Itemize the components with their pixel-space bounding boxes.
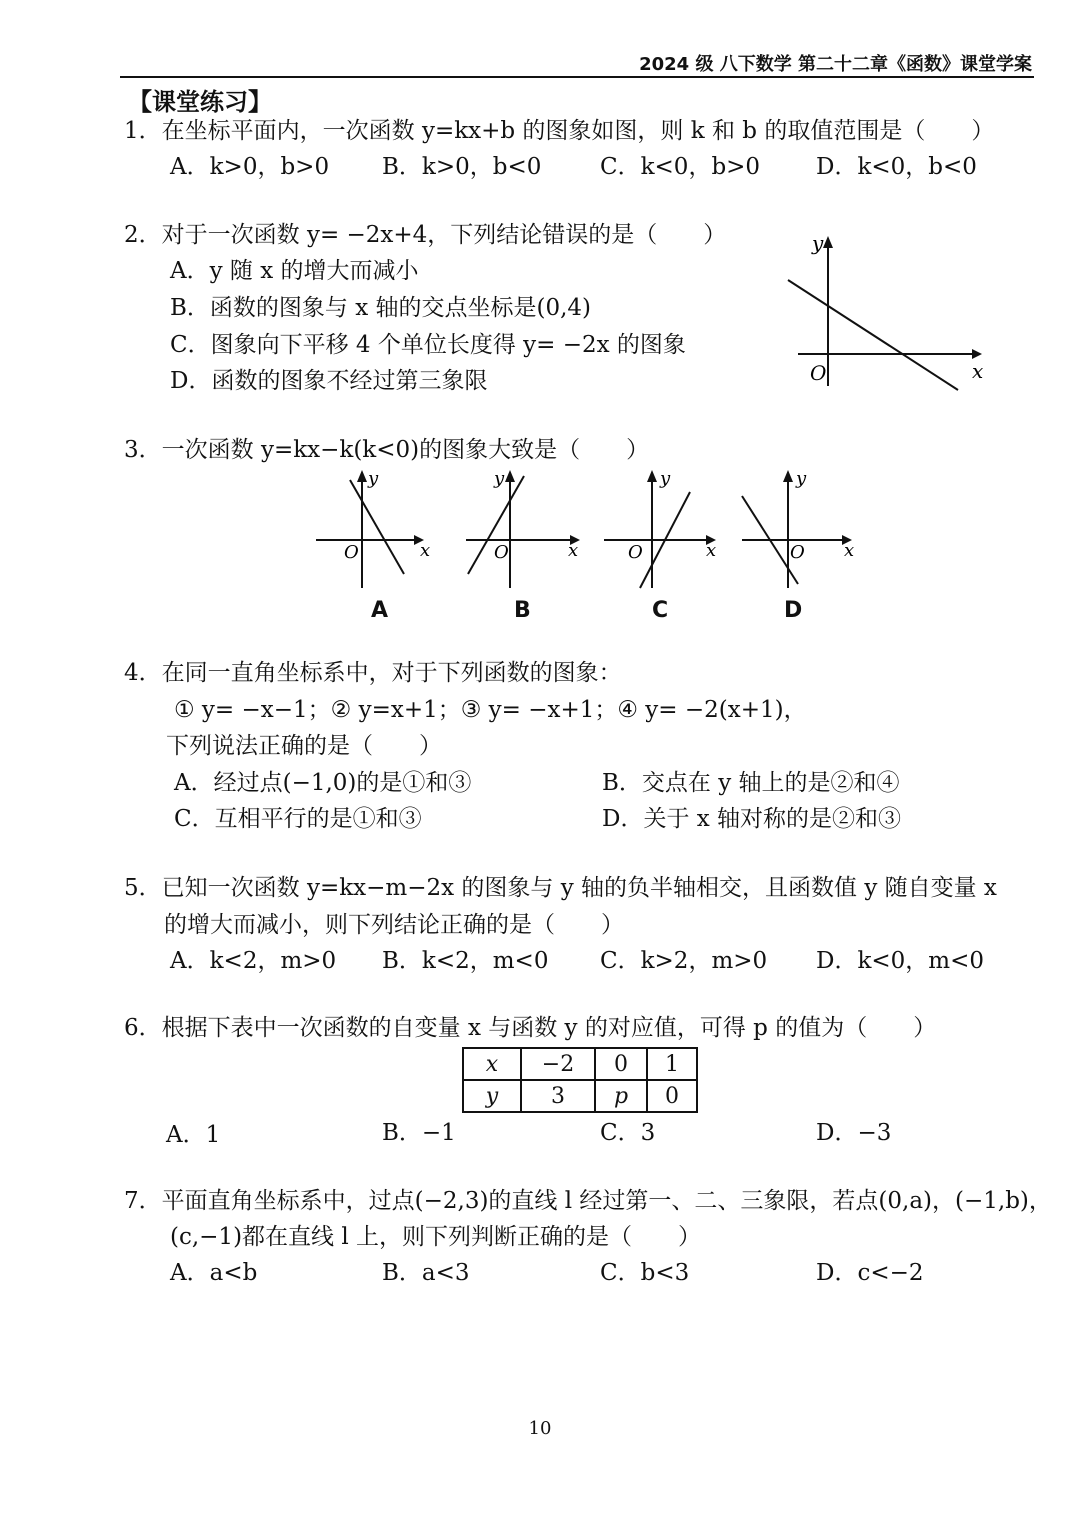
svg-text:y: y [796,468,807,489]
q3-figure-label-a: A [371,598,389,623]
svg-text:O: O [628,542,643,563]
q1-x-arrow [972,349,982,359]
q1-x-label: x [972,359,984,383]
q5-option-d: D．k<0，m<0 [816,948,984,974]
svg-text:y: y [660,468,671,489]
q4-option-a: A．经过点(−1,0)的是①和③ [174,770,472,796]
table-cell: p [595,1080,647,1112]
table-cell: −2 [521,1048,595,1080]
q2-option-a: A．y 随 x 的增大而减小 [170,258,419,284]
q7-stem-line2: (c,−1)都在直线 l 上，则下列判断正确的是（ ） [170,1224,702,1250]
q4-option-b: B．交点在 y 轴上的是②和④ [602,770,900,796]
q3-graphs [310,466,870,606]
svg-text:O: O [494,542,509,563]
q3-graph-a [316,468,430,588]
q3-figure-label-b: B [514,598,531,623]
q6-stem: 6．根据下表中一次函数的自变量 x 与函数 y 的对应值，可得 p 的值为（ ） [124,1015,937,1041]
q4-option-c: C．互相平行的是①和③ [174,806,422,832]
page-number: 10 [528,1418,552,1439]
q1-line-graph [780,228,1000,398]
table-cell: x [463,1048,521,1080]
section-title: 【课堂练习】 [128,88,272,116]
q3-graph-d [742,468,854,588]
q6-option-c: C．3 [600,1120,656,1146]
q3-graph-b [466,468,580,588]
q5-option-a: A．k<2，m>0 [170,948,337,974]
q6-option-d: D．−3 [816,1120,892,1146]
q7-option-d: D．c<−2 [816,1260,924,1286]
q2-stem: 2．对于一次函数 y= −2x+4，下列结论错误的是（ ） [124,222,727,248]
q7-option-c: C．b<3 [600,1260,690,1286]
table-row [463,1048,697,1080]
q5-stem-line2: 的增大而减小，则下列结论正确的是（ ） [164,912,624,938]
q1-option-c: C．k<0，b>0 [600,154,761,180]
q4-prompt: 下列说法正确的是（ ） [166,733,442,759]
q1-stem: 1．在坐标平面内，一次函数 y=kx+b 的图象如图，则 k 和 b 的取值范围是（ ） [124,118,995,144]
q7-option-a: A．a<b [170,1260,258,1286]
q3-figure-label-c: C [652,598,669,623]
page-header: 2024 级 八下数学 第二十二章《函数》课堂学案 [639,54,1032,75]
q3-graph-c [604,468,716,588]
table-row [463,1080,697,1112]
q4-stem: 4．在同一直角坐标系中，对于下列函数的图象： [124,660,622,686]
q2-option-c: C．图象向下平移 4 个单位长度得 y= −2x 的图象 [170,332,686,358]
svg-text:y: y [368,468,379,489]
q3-figure-label-d: D [784,598,803,623]
table-cell: 0 [595,1048,647,1080]
q7-stem-line1: 7．平面直角坐标系中，过点(−2,3)的直线 l 经过第一、二、三象限，若点(0,a)，(−1,b)， [124,1188,1052,1214]
table-cell: 0 [647,1080,697,1112]
svg-text:x: x [568,540,579,561]
q3-stem: 3．一次函数 y=kx−k(k<0)的图象大致是（ ） [124,437,650,463]
svg-text:x: x [420,540,431,561]
q4-functions: ① y= −x−1；② y=x+1；③ y= −x+1；④ y= −2(x+1)， [174,697,807,723]
q1-y-arrow [823,236,833,248]
svg-text:y: y [494,468,505,489]
svg-text:x: x [706,540,717,561]
q7-option-b: B．a<3 [382,1260,470,1286]
q6-option-b: B．−1 [382,1120,456,1146]
q1-origin-label: O [810,361,827,385]
q5-option-b: B．k<2，m<0 [382,948,549,974]
svg-text:O: O [344,542,359,563]
q1-option-b: B．k>0，b<0 [382,154,542,180]
q2-option-b: B．函数的图象与 x 轴的交点坐标是(0,4) [170,295,592,321]
q6-option-a: A．1 [166,1122,221,1148]
q4-option-d: D．关于 x 轴对称的是②和③ [602,806,902,832]
q5-option-c: C．k>2，m>0 [600,948,768,974]
table-cell: 3 [521,1080,595,1112]
q2-option-d: D．函数的图象不经过第三象限 [170,368,488,394]
q1-y-label: y [812,231,824,255]
q6-value-table [462,1047,698,1113]
q5-stem-line1: 5．已知一次函数 y=kx−m−2x 的图象与 y 轴的负半轴相交，且函数值 y 随自变量 x [124,875,997,901]
svg-text:x: x [844,540,855,561]
svg-text:O: O [790,542,805,563]
table-cell: 1 [647,1048,697,1080]
header-rule [120,76,1034,78]
q1-option-a: A．k>0，b>0 [170,154,330,180]
table-cell: y [463,1080,521,1112]
q1-option-d: D．k<0，b<0 [816,154,977,180]
